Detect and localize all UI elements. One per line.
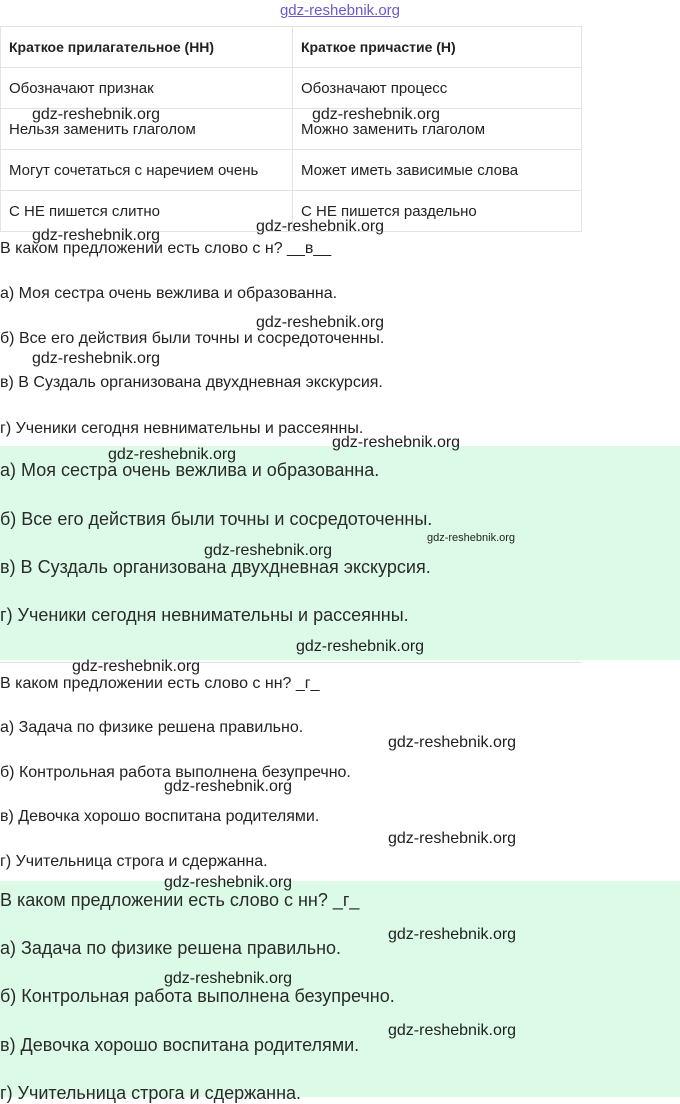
watermark: gdz-reshebnik.org <box>72 658 201 675</box>
answer2-option-b: б) Контрольная работа выполнена безупречно. <box>0 986 395 1006</box>
task2-question: В каком предложении есть слово с нн? _г_ <box>0 675 320 692</box>
watermark: gdz-reshebnik.org <box>332 434 461 451</box>
table-row <box>1 150 582 191</box>
watermark: gdz-reshebnik.org <box>388 830 517 847</box>
table-cell: Могут сочетаться с наречием очень <box>1 150 293 191</box>
task1-option-b: б) Все его действия были точны и сосредоточенны. <box>0 330 385 347</box>
watermark: gdz-reshebnik.org <box>164 874 293 891</box>
table-cell: С НЕ пишется слитно <box>1 191 293 232</box>
answer2-option-v: в) Девочка хорошо воспитана родителями. <box>0 1035 360 1055</box>
watermark: gdz-reshebnik.org <box>388 1022 517 1039</box>
answer2-option-a: а) Задача по физике решена правильно. <box>0 938 342 958</box>
answer2-option-g: г) Учительница строга и сдержанна. <box>0 1083 302 1103</box>
table-cell: Может иметь зависимые слова <box>293 150 582 191</box>
watermark: gdz-reshebnik.org <box>296 638 425 655</box>
table-header-adjective: Краткое прилагательное (НН) <box>1 27 293 68</box>
table-header-participle: Краткое причастие (Н) <box>293 27 582 68</box>
answer1-option-v: в) В Суздаль организована двухдневная экскурсия. <box>0 557 431 577</box>
watermark: gdz-reshebnik.org <box>312 106 441 123</box>
watermark: gdz-reshebnik.org <box>32 350 161 367</box>
table-header-row <box>1 27 582 68</box>
watermark: gdz-reshebnik.org <box>108 446 237 463</box>
watermark: gdz-reshebnik.org <box>388 926 517 943</box>
table-cell: С НЕ пишется раздельно <box>293 191 582 232</box>
table-cell: Можно заменить глаголом <box>293 109 582 150</box>
watermark: gdz-reshebnik.org <box>427 532 516 544</box>
task1-option-v: в) В Суздаль организована двухдневная экскурсия. <box>0 374 383 391</box>
task1-option-a: а) Моя сестра очень вежлива и образованна. <box>0 285 338 302</box>
table-row <box>1 68 582 109</box>
site-watermark-top[interactable]: gdz-reshebnik.org <box>279 2 401 19</box>
watermark: gdz-reshebnik.org <box>32 106 161 123</box>
watermark: gdz-reshebnik.org <box>164 970 293 987</box>
watermark: gdz-reshebnik.org <box>204 542 333 559</box>
table-cell: Нельзя заменить глаголом <box>1 109 293 150</box>
task2-option-g: г) Учительница строга и сдержанна. <box>0 853 268 870</box>
answer1-option-b: б) Все его действия были точны и сосредоточенны. <box>0 509 433 529</box>
answer1-option-a: а) Моя сестра очень вежлива и образованна. <box>0 460 380 480</box>
task2-option-b: б) Контрольная работа выполнена безупречно. <box>0 764 351 781</box>
watermark: gdz-reshebnik.org <box>256 314 385 331</box>
watermark: gdz-reshebnik.org <box>164 778 293 795</box>
table-cell: Обозначают процесс <box>293 68 582 109</box>
watermark: gdz-reshebnik.org <box>388 734 517 751</box>
answer1-option-g: г) Ученики сегодня невнимательны и рассеянны. <box>0 605 409 625</box>
answer2-question: В каком предложении есть слово с нн? _г_ <box>0 890 360 910</box>
task1-option-g: г) Ученики сегодня невнимательны и рассеянны. <box>0 420 364 437</box>
comparison-table <box>0 26 582 232</box>
watermark: gdz-reshebnik.org <box>32 227 161 244</box>
task2-option-a: а) Задача по физике решена правильно. <box>0 719 304 736</box>
task2-option-v: в) Девочка хорошо воспитана родителями. <box>0 808 320 825</box>
table-cell: Обозначают признак <box>1 68 293 109</box>
watermark: gdz-reshebnik.org <box>256 218 385 235</box>
task1-question: В каком предложении есть слово с н? __в__ <box>0 240 332 257</box>
